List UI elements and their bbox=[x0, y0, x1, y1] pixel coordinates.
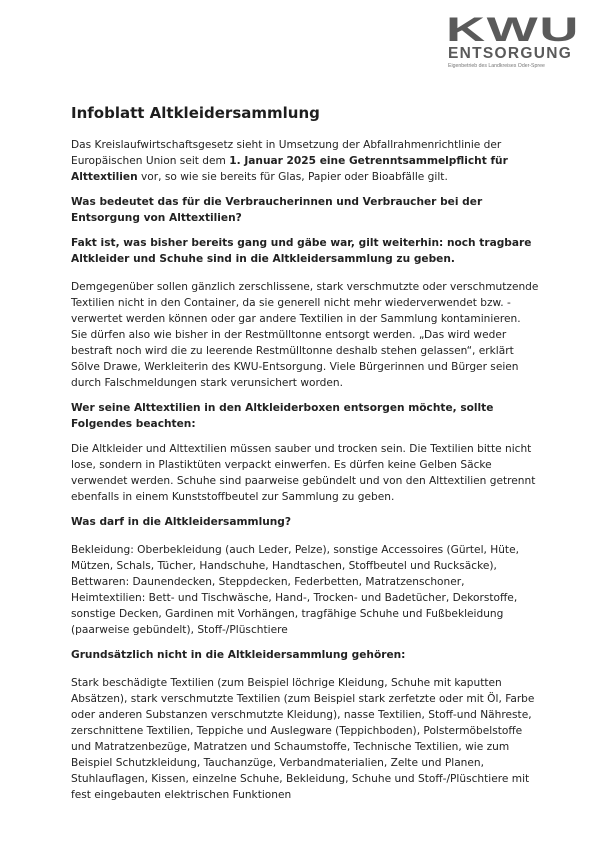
paragraph-residual-waste: Demgegenüber sollen gänzlich zerschlissene, stark verschmutzte oder verschmutzende Textilien nicht in den Container, da sie generell nicht mehr wiederverwendet bzw. -verwertet werden können oder gar andere Textilien in der Sammlung kontaminieren. Sie dürfen also wie bisher in der Restmülltonne entsorgt werden. „Das wird weder bestraft noch wird die zu leerende Restmülltonne deshalb stehen gelassen“, erklärt Sölve Drawe, Werkleiterin des KWU-Entsorgung. Viele Bürgerinnen und Bürger seien durch Falschmeldungen stark verunsichert worden. bbox=[71, 281, 539, 389]
paragraph-not-allowed-items: Stark beschädigte Textilien (zum Beispiel löchrige Kleidung, Schuhe mit kaputten Absätzen), stark verschmutzte Textilien (zum Beispiel stark zerfetzte oder mit Öl, Farbe oder anderen Substanzen verschmutzte Kleidung), nasse Textilien, Stoff-und Nähreste, zerschnittene Textilien, Teppiche und Auslegware (Teppichboden), Polstermöbelstoffe und Matratzenbezüge, Matratzen und Schaumstoffe, Technische Textilien, wie zum Beispiel Schutzkleidung, Tauchanzüge, Verbandmaterialien, Zelte und Planen, Stuhlauflagen, Kissen, einzelne Schuhe, Bekleidung, Schuhe und Stoff-/Plüschtiere mit fest eingebauten elektrischen Funktionen bbox=[71, 677, 535, 801]
intro-paragraph bbox=[71, 137, 539, 185]
intro-text-bold: 1. Januar 2025 eine Getrenntsammelpflicht für Alttextilien bbox=[71, 155, 508, 183]
kwu-logo-subtitle: ENTSORGUNG bbox=[448, 45, 573, 62]
kwu-logo-tagline: Eigenbetrieb des Landkreises Oder-Spree bbox=[448, 63, 545, 69]
intro-text-a: Das Kreislaufwirtschaftsgesetz sieht in Umsetzung der Abfallrahmenrichtlinie der Europäischen Union seit dem bbox=[71, 139, 502, 167]
question-consumers: Was bedeutet das für die Verbraucherinnen und Verbraucher bei der Entsorgung von Alttextilien? bbox=[71, 196, 483, 224]
document-body bbox=[71, 104, 539, 812]
question-allowed-items: Was darf in die Altkleidersammlung? bbox=[71, 516, 292, 528]
fact-statement: Fakt ist, was bisher bereits gang und gäbe war, gilt weiterhin: noch tragbare Altkleider und Schuhe sind in die Altkleidersammlung zu geben. bbox=[71, 237, 532, 265]
kwu-logo-letters: KWU bbox=[446, 14, 580, 44]
kwu-logo bbox=[444, 14, 584, 69]
intro-text-c: vor, so wie sie bereits für Glas, Papier oder Bioabfälle gilt. bbox=[137, 171, 448, 183]
document-title: Infoblatt Altkleidersammlung bbox=[71, 104, 320, 122]
question-how-to-dispose: Wer seine Alttextilien in den Altkleiderboxen entsorgen möchte, sollte Folgendes beachten: bbox=[71, 402, 494, 430]
kwu-logo-mark bbox=[444, 14, 584, 44]
question-not-allowed-items: Grundsätzlich nicht in die Altkleidersammlung gehören: bbox=[71, 649, 406, 661]
paragraph-instructions: Die Altkleider und Alttextilien müssen sauber und trocken sein. Die Textilien bitte nicht lose, sondern in Plastiktüten verpackt einwerfen. Es dürfen keine Gelben Säcke verwendet werden. Schuhe sind paarweise gebündelt und von den Alttextilien getrennt ebenfalls in einem Kunststoffbeutel zur Sammlung zu geben. bbox=[71, 443, 536, 503]
paragraph-allowed-items: Bekleidung: Oberbekleidung (auch Leder, Pelze), sonstige Accessoires (Gürtel, Hüte, Mützen, Schals, Tücher, Handschuhe, Handtaschen, Stoffbeutel und Rucksäcke), Bettwaren: Daunendecken, Steppdecken, Federbetten, Matratzenschoner, Heimtextilien: Bett- und Tischwäsche, Hand-, Trocken- und Badetücher, Dekorstoffe, sonstige Decken, Gardinen mit Vorhängen, tragfähige Schuhe und Fußbekleidung (paarweise gebündelt), Stoff-/Plüschtiere bbox=[71, 544, 519, 636]
